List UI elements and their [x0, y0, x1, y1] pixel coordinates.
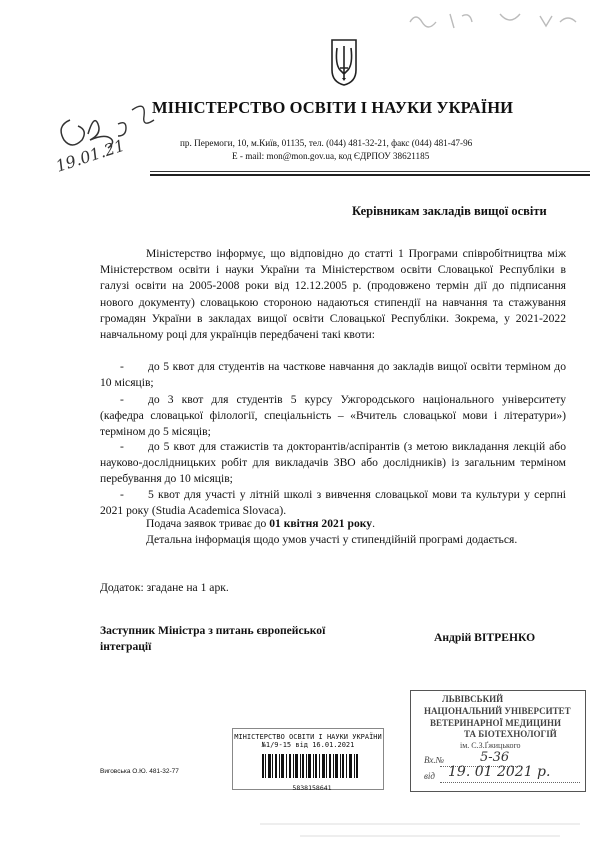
registration-ministry: МІНІСТЕРСТВО ОСВІТИ І НАУКИ УКРАЇНИ [234, 733, 382, 741]
list-item-text: до 5 квот для студентів на часткове навчання до закладів вищої освіти терміном до 10 місяців; [100, 360, 566, 390]
scan-fold-artifact [260, 820, 580, 848]
header-divider-thick [150, 174, 590, 176]
intro-paragraph: Міністерство інформує, що відповідно до статті 1 Програми співробітництва між Міністерством освіти і науки України та Міністерством освіти Словацької Республіки в галузі освіти на 2005-2008 роки від 12.12.2005 р. (продовжено термін дії до підписання нового документу) словацькою стороною надаються стипендії на навчання та стажування громадян України в закладах вищої освіти Словацької Республіки. Зокрема, у 2021-2022 навчальному році для українців передбачені такі квоти: [100, 247, 566, 342]
list-item [100, 392, 566, 441]
stamp-line: ВЕТЕРИНАРНОЇ МЕДИЦИНИ [430, 718, 561, 728]
bullet-marker: - [120, 393, 124, 406]
deadline-prefix: Подача заявок триває до [146, 517, 270, 530]
list-item-text: до 3 квот для студентів 5 курсу Ужгородського національного університету (кафедра словацької філології, спеціальність – «Вчитель словацької мови і літератури») терміном до 5 місяців; [100, 393, 566, 439]
stamp-incoming-number: 5-36 [480, 750, 510, 765]
ministry-address: пр. Перемоги, 10, м.Київ, 01135, тел. (044) 481-32-21, факс (044) 481-47-96 [180, 138, 473, 148]
list-item-text: 5 квот для участі у літній школі з вивчення словацької мови та культури у серпні 2021 року (Studia Academica Slovaca). [100, 488, 566, 518]
addressee: Керівникам закладів вищої освіти [352, 204, 547, 218]
barcode-number: 5838158641 [292, 784, 332, 792]
stamp-incoming-label: Вх.№ [424, 755, 445, 765]
bullet-marker: - [120, 440, 124, 453]
ministry-title: МІНІСТЕРСТВО ОСВІТИ І НАУКИ УКРАЇНИ [152, 98, 514, 117]
bullet-marker: - [120, 360, 124, 373]
deadline-suffix: . [372, 517, 375, 530]
attachment-note: Додаток: згадане на 1 арк. [100, 581, 229, 594]
handwritten-date: 19.01.21 [53, 135, 127, 176]
stamp-line: НАЦІОНАЛЬНИЙ УНІВЕРСИТЕТ [424, 706, 571, 716]
header-divider [150, 171, 590, 172]
deadline-date: 01 квітня 2021 року [269, 517, 373, 530]
list-item [100, 359, 566, 391]
stamp-divider [440, 782, 580, 783]
list-item-text: до 5 квот для стажистів та докторантів/аспірантів (з метою викладання лекцій або науково-дослідницьких робіт для викладачів ЗВО або дослідників) із загальним терміном перебування до 10 місяців; [100, 440, 566, 486]
trident-emblem-icon [330, 38, 358, 86]
stamp-line: ім. С.З.Ґжицького [460, 741, 521, 750]
list-item [100, 487, 566, 519]
executor-contact: Виговська О.Ю. 481-32-77 [100, 768, 179, 775]
stamp-line: ЛЬВІВСЬКИЙ [442, 694, 504, 704]
list-item [100, 439, 566, 488]
barcode-icon [262, 754, 358, 778]
stamp-line: ТА БІОТЕХНОЛОГІЙ [464, 729, 557, 739]
bullet-marker: - [120, 488, 124, 501]
signer-role: Заступник Міністра з питань європейської інтеграції [100, 624, 326, 653]
stamp-date-value: 19. 01 2021 р. [448, 764, 551, 780]
handwritten-corner-mark [400, 8, 590, 30]
ministry-contacts: E - mail: mon@mon.gov.ua, код ЄДРПОУ 38621185 [232, 151, 430, 161]
registration-number: №1/9-15 від 16.01.2021 [261, 741, 355, 749]
deadline-paragraph [100, 516, 566, 532]
stamp-date-label: від [424, 771, 435, 781]
signer-name: Андрій ВІТРЕНКО [434, 631, 536, 644]
details-paragraph: Детальна інформація щодо умов участі у стипендійній програмі додається. [146, 533, 518, 546]
